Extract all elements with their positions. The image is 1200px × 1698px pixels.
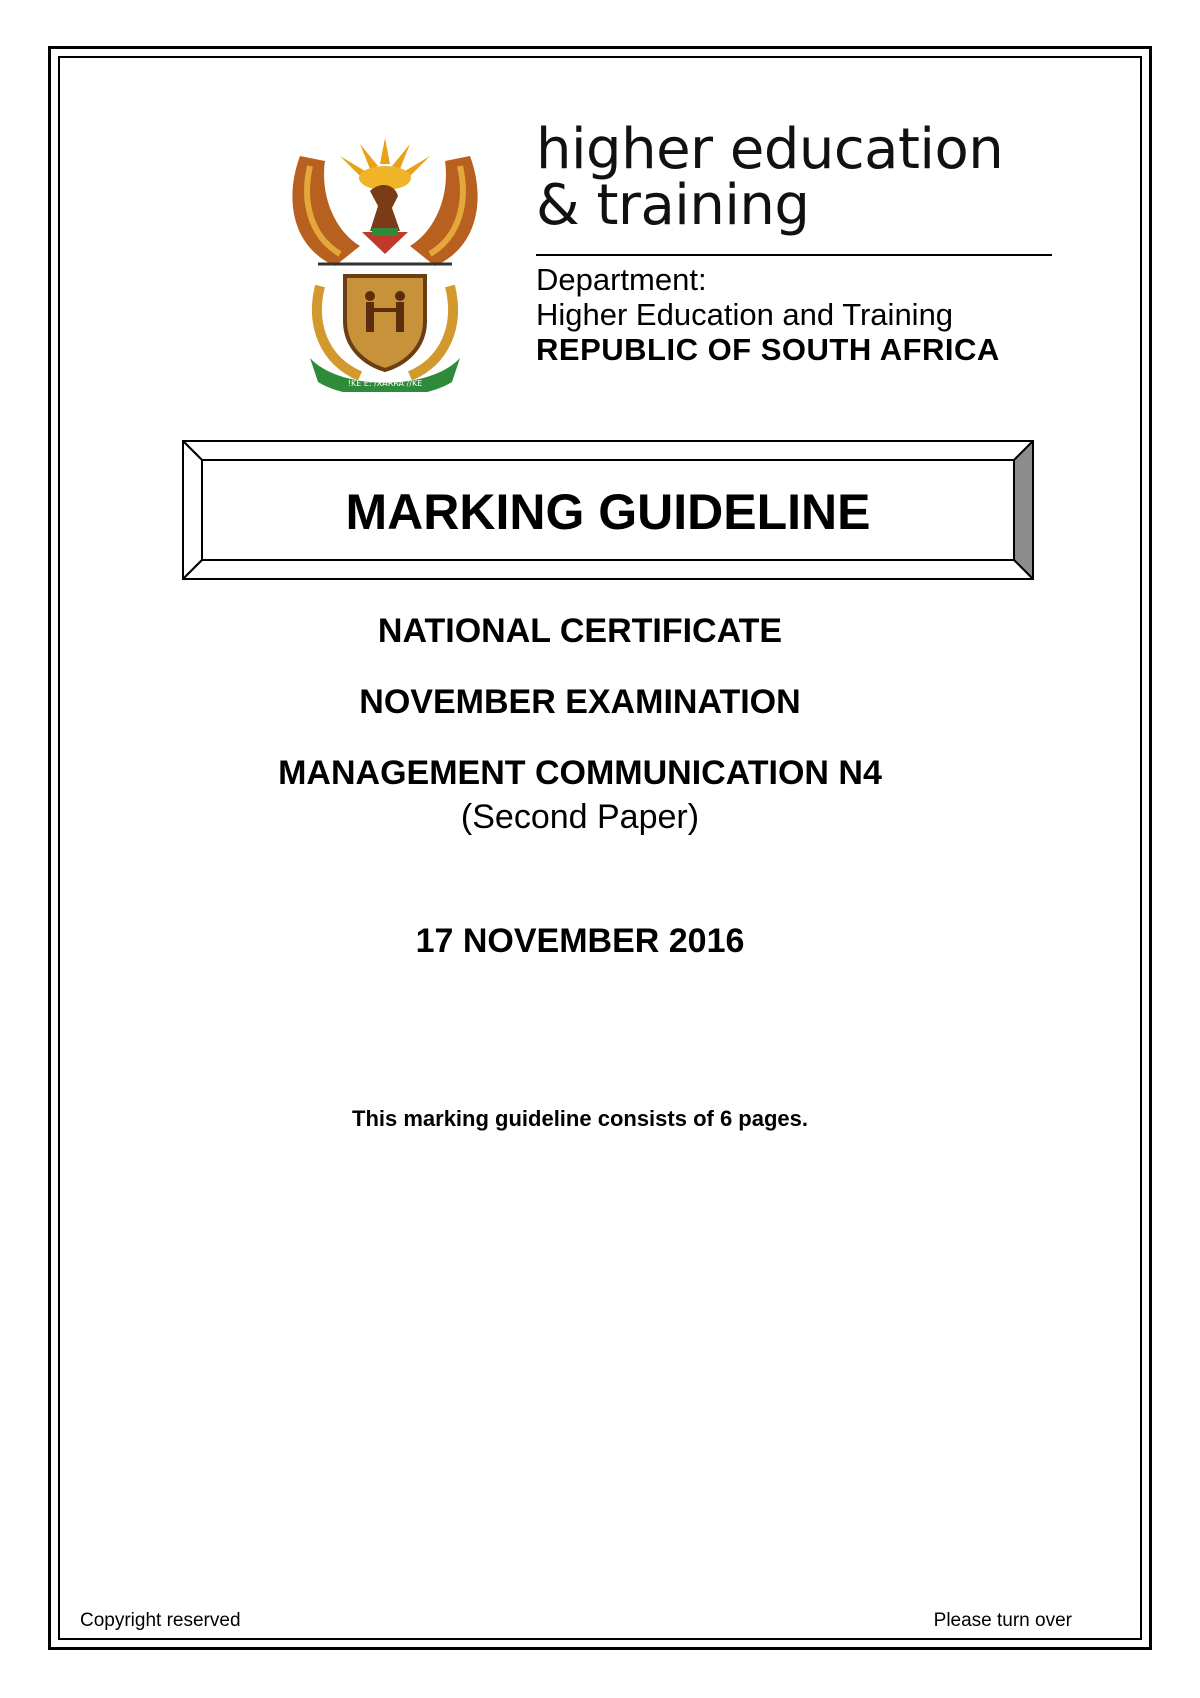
south-africa-coat-of-arms-icon (280, 136, 490, 392)
dept-label: Department: (536, 262, 707, 297)
title-banner-frame (182, 440, 1034, 580)
document-title: MARKING GUIDELINE (345, 484, 871, 540)
paper-line: (Second Paper) (460, 798, 700, 836)
brand-line-1: higher education (536, 117, 1004, 182)
footer-copyright: Copyright reserved (80, 1610, 241, 1631)
certificate-line: NATIONAL CERTIFICATE (377, 612, 783, 650)
country-name: REPUBLIC OF SOUTH AFRICA (536, 332, 1000, 367)
department-brand (536, 117, 1056, 238)
svg-text:!KE E: /XARRA //KE: !KE E: /XARRA //KE (347, 379, 423, 388)
dept-name: Higher Education and Training (536, 297, 954, 332)
page-count-note: This marking guideline consists of 6 pages. (352, 1106, 808, 1131)
examination-line: NOVEMBER EXAMINATION (359, 683, 801, 721)
department-details (536, 262, 1056, 367)
brand-line-2: & training (536, 173, 810, 238)
brand-divider (536, 254, 1052, 256)
footer-turn-over: Please turn over (933, 1610, 1072, 1631)
exam-date: 17 NOVEMBER 2016 (415, 922, 745, 960)
subject-line: MANAGEMENT COMMUNICATION N4 (278, 754, 882, 792)
